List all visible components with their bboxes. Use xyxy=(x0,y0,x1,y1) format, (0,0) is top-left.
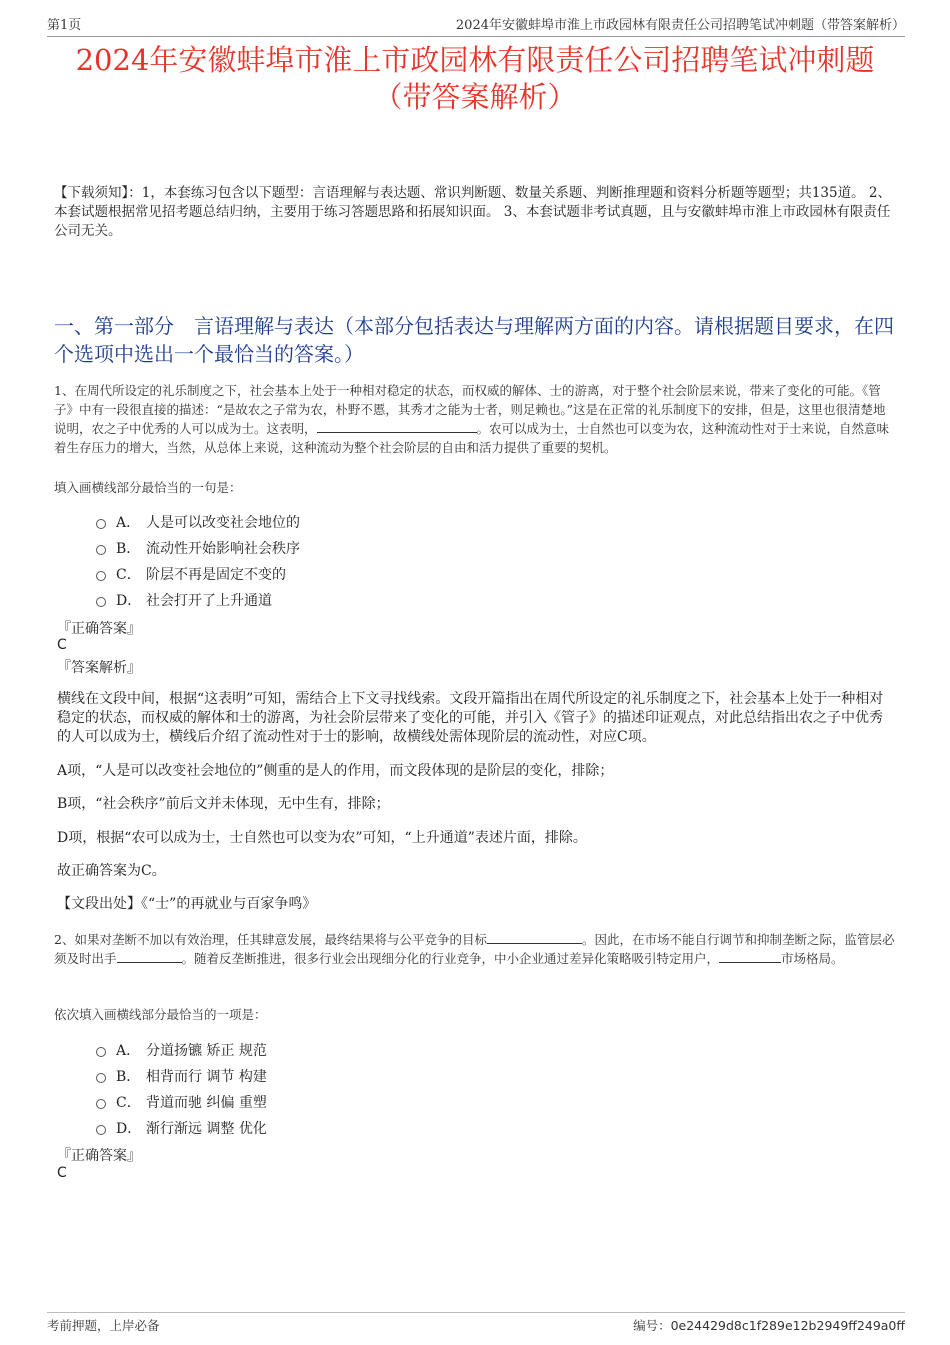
question-2-option-b[interactable] xyxy=(96,1066,267,1086)
page-number: 第1页 xyxy=(47,18,82,33)
option-text: 人是可以改变社会地位的 xyxy=(146,515,300,531)
radio-icon[interactable] xyxy=(96,597,106,607)
footer-code xyxy=(633,1316,905,1334)
option-letter: C． xyxy=(116,1095,141,1111)
section-heading: 一、第一部分 言语理解与表达（本部分包括表达与理解两方面的内容。请根据题目要求，在四个选项中选出一个最恰当的答案。） xyxy=(54,314,894,366)
footer-code-label: 编号： xyxy=(633,1318,671,1333)
option-letter: A． xyxy=(116,1043,141,1059)
question-1-answer: C xyxy=(57,637,67,653)
title-line-2: （带答案解析） xyxy=(373,80,577,114)
question-2-text-part2: 。因此，在市场不能自行调节和抑制垄断之际，监管层必须及时出手 xyxy=(54,932,895,966)
question-2-option-c[interactable] xyxy=(96,1092,267,1112)
option-letter: B． xyxy=(116,1069,141,1085)
question-1-text-after: 。农可以成为士，士自然也可以变为农，这种流动性对于士来说，自然意味着生存压力的增大，当然，从总体上来说，这种流动为整个社会阶层的自由和活力提供了重要的契机。 xyxy=(54,421,890,455)
option-text: 流动性开始影响社会秩序 xyxy=(146,541,300,557)
option-letter: D． xyxy=(116,593,142,609)
radio-icon[interactable] xyxy=(96,1125,106,1135)
option-letter: A． xyxy=(116,515,141,531)
footer-slogan: 考前押题，上岸必备 xyxy=(47,1318,160,1333)
question-2-text xyxy=(54,930,898,968)
question-1-conclusion: 故正确答案为C。 xyxy=(57,863,166,879)
question-1-text xyxy=(54,381,898,457)
question-1-text-before: 1、在周代所设定的礼乐制度之下，社会基本上处于一种相对稳定的状态，而权威的解体、士的游离，对于整个社会阶层来说，带来了变化的可能。《管子》中有一段很直接的描述：“是故农之子常为农，朴野不慝，其秀才之能为士者，则足赖也。”这是在正常的礼乐制度下的安排，但是，这里也很清楚地说明，农之子中优秀的人可以成为士。这表明， xyxy=(54,383,886,436)
title-line-1: 2024年安徽蚌埠市淮上市政园林有限责任公司招聘笔试冲刺题 xyxy=(75,43,875,77)
radio-icon[interactable] xyxy=(96,1099,106,1109)
question-1-answer-label: 『正确答案』 xyxy=(57,621,141,637)
question-1-source: 【文段出处】《“士”的再就业与百家争鸣》 xyxy=(57,896,317,912)
question-2-blank-2 xyxy=(117,949,182,963)
option-letter: C． xyxy=(116,567,141,583)
option-letter: D． xyxy=(116,1121,142,1137)
download-notice: 【下载须知】：1，本套练习包含以下题型：言语理解与表达题、常识判断题、数量关系题、判断推理题和资料分析题等题型；共135道。 2、本套试题根据常见招考题总结归纳，主要用于练习答题思路和拓展知识面。 3、本套试题非考试真题，且与安徽蚌埠市淮上市政园林有限责任公司无关。 xyxy=(54,185,891,239)
question-2-option-a[interactable] xyxy=(96,1040,267,1060)
question-1-analysis-a: A项，“人是可以改变社会地位的”侧重的是人的作用，而文段体现的是阶层的变化，排除； xyxy=(57,763,614,779)
question-2-blank-1 xyxy=(487,930,582,944)
question-2-text-part1: 2、如果对垄断不加以有效治理，任其肆意发展，最终结果将与公平竞争的目标 xyxy=(54,932,487,947)
option-text: 分道扬镳 矫正 规范 xyxy=(146,1043,267,1059)
page-header xyxy=(47,14,905,37)
question-2-option-d[interactable] xyxy=(96,1118,267,1138)
question-1-option-b[interactable] xyxy=(96,538,300,558)
question-1-prompt: 填入画横线部分最恰当的一句是： xyxy=(54,480,242,495)
question-1-option-a[interactable] xyxy=(96,512,300,532)
question-2-answer-label: 『正确答案』 xyxy=(57,1148,141,1164)
question-1-analysis-b: B项，“社会秩序”前后文并未体现，无中生有，排除； xyxy=(57,796,390,812)
question-2-text-part3: 。随着反垄断推进，很多行业会出现细分化的行业竞争，中小企业通过差异化策略吸引特定用户， xyxy=(181,951,720,966)
question-1-analysis-main: 横线在文段中间，根据“这表明”可知，需结合上下文寻找线索。文段开篇指出在周代所设定的礼乐制度之下，社会基本上处于一种相对稳定的状态，而权威的解体和士的游离，为社会阶层带来了变化的可能，并引入《管子》的描述印证观点，对此总结指出农之子中优秀的人可以成为士，横线后介绍了流动性对于士的影响，故横线处需体现阶层的流动性，对应C项。 xyxy=(57,691,884,745)
radio-icon[interactable] xyxy=(96,1073,106,1083)
question-2-text-part4: 市场格局。 xyxy=(781,951,844,966)
question-2-prompt: 依次填入画横线部分最恰当的一项是： xyxy=(54,1007,267,1022)
radio-icon[interactable] xyxy=(96,545,106,555)
header-doc-title: 2024年安徽蚌埠市淮上市政园林有限责任公司招聘笔试冲刺题（带答案解析） xyxy=(455,18,905,33)
option-text: 背道而驰 纠偏 重塑 xyxy=(146,1095,267,1111)
page-footer xyxy=(47,1312,905,1334)
option-letter: B． xyxy=(116,541,141,557)
option-text: 阶层不再是固定不变的 xyxy=(146,567,286,583)
option-text: 相背而行 调节 构建 xyxy=(146,1069,267,1085)
radio-icon[interactable] xyxy=(96,571,106,581)
radio-icon[interactable] xyxy=(96,519,106,529)
question-1-analysis-d: D项，根据“农可以成为士，士自然也可以变为农”可知，“上升通道”表述片面，排除。 xyxy=(57,830,587,846)
option-text: 社会打开了上升通道 xyxy=(146,593,272,609)
question-1-option-d[interactable] xyxy=(96,590,272,610)
question-1-blank xyxy=(317,419,477,433)
option-text: 渐行渐远 调整 优化 xyxy=(146,1121,267,1137)
radio-icon[interactable] xyxy=(96,1047,106,1057)
document-title xyxy=(40,42,910,116)
question-1-option-c[interactable] xyxy=(96,564,286,584)
question-1-analysis-label: 『答案解析』 xyxy=(57,660,141,676)
footer-code-value: 0e24429d8c1f289e12b2949ff249a0ff xyxy=(670,1318,905,1333)
question-2-answer: C xyxy=(57,1165,67,1181)
question-2-blank-3 xyxy=(719,949,781,963)
